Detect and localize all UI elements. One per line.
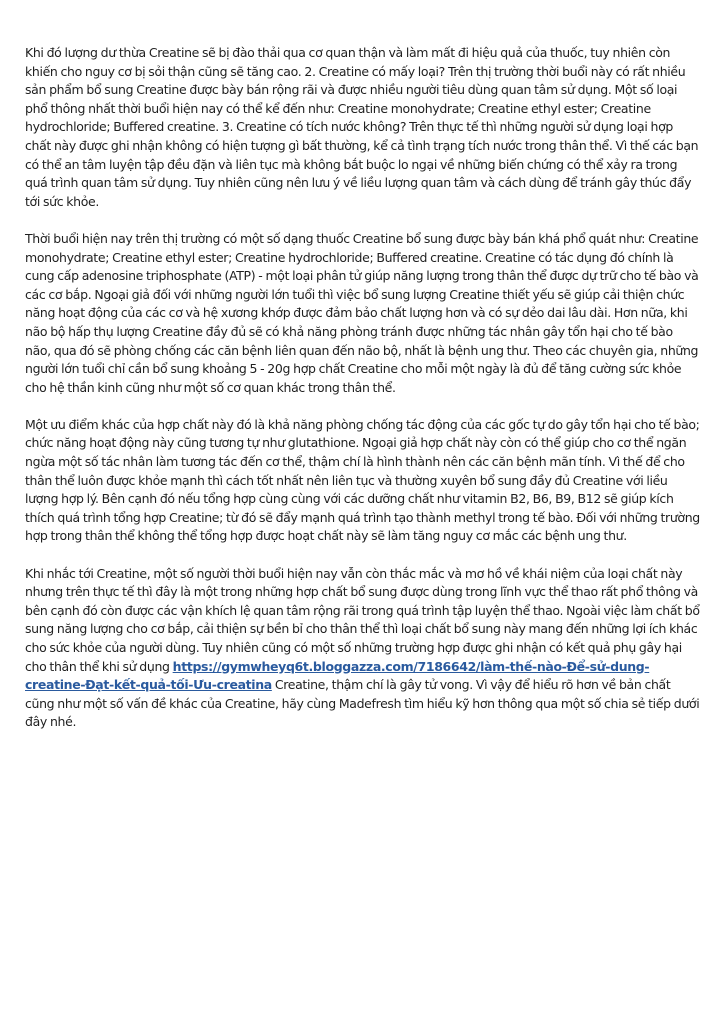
paragraph-creatine-benefits: Thời buổi hiện nay trên thị trường có một số dạng thuốc Creatine bổ sung được bày bán khá phổ quát như: Creatine monohydrate; Creatine ethyl ester; Creatine hydrochloride; Buffered creatine. Creatine có tác dụng đó chính là cung cấp adenosine triphosphate (ATP) - một loại phân tử giúp năng lượng trong thân thể được dự trữ cho tế bào và các cơ bắp. Ngoại giả đối với những người lớn tuổi thì việc bổ sung lượng Creatine thiết yếu sẽ giúp cải thiện chức năng hoạt động của các cơ và hệ xương khớp được đảm bảo chất lượng hơn và có sự dẻo dai lâu dài. Hơn nữa, khi não bộ hấp thụ lượng Creatine đầy đủ sẽ có khả năng phòng tránh được những tác nhân gây tổn hại cho tế bào não, qua đó sẽ phòng chống các căn bệnh liên quan đến não bộ, nhất là bệnh ung thư. Theo các chuyên gia, những người lớn tuổi chỉ cần bổ sung khoảng 5 - 20g hợp chất Creatine cho mỗi một ngày là đủ để tăng cường sức khỏe cho hệ thần kinh cũng như một số cơ quan khác trong thân thể. [25, 230, 699, 395]
article-body [25, 44, 701, 751]
paragraph-antioxidant: Một ưu điểm khác của hợp chất này đó là khả năng phòng chống tác động của các gốc tự do gây tổn hại cho tế bào; chức năng hoạt động này cũng tương tự như glutathione. Ngoại giả hợp chất này còn có thể giúp cho cơ thể ngăn ngừa một số tác nhân làm tương tác đến cơ thể, thậm chí là hình thành nên các căn bệnh mãn tính. Vì thế để cho thân thể luôn được khỏe mạnh thì cách tốt nhất nên liên tục và thường xuyên bổ sung đầy đủ Creatine với liều lượng hợp lý. Bên cạnh đó nếu tổng hợp cùng cùng với các dưỡng chất như vitamin B2, B6, B9, B12 sẽ giúp kích thích quá trình tổng hợp Creatine; từ đó sẽ đẩy mạnh quá trình tạo thành methyl trong tế bào. Đối với những trường hợp trong thân thể không thể tổng hợp được hoạt chất này sẽ làm tăng nguy cơ mắc các bệnh ung thư. [25, 416, 700, 544]
paragraph-text-before-link: Khi nhắc tới Creatine, một số người thời buổi hiện nay vẫn còn thắc mắc và mơ hồ về khái niệm của loại chất này nhưng trên thực tế thì đây là một trong những hợp chất bổ sung được dùng trong lĩnh vực thể thao rất phổ thông và bên cạnh đó còn được các vận khích lệ quan tâm rộng rãi trong quá trình tập luyện thể thao. Ngoài việc làm chất bổ sung năng lượng cho cơ bắp, cải thiện sự bền bỉ cho thân thể thì loại chất bổ sung này mang đến những lợi ích khác cho sức khỏe của người dùng. Tuy nhiên cũng có một số những trường hợp được ghi nhận có kết quả phụ gây hại cho thân thể khi sử dụng [25, 565, 700, 674]
paragraph-text-after-link: Creatine, thậm chí là gây tử vong. Vì vậy để hiểu rõ hơn về bản chất cũng như một số vấn đề khác của Creatine, hãy cùng Madefresh tìm hiểu kỹ hơn thông qua một số chia sẻ tiếp dưới đây nhé. [25, 677, 700, 730]
paragraph-introduction [25, 565, 701, 732]
paragraph-creatine-types: Khi đó lượng dư thừa Creatine sẽ bị đào thải qua cơ quan thận và làm mất đi hiệu quả của thuốc, tuy nhiên còn khiến cho nguy cơ bị sỏi thận cũng sẽ tăng cao. 2. Creatine có mấy loại? Trên thị trường thời buổi này có rất nhiều sản phẩm bổ sung Creatine được bày bán rộng rãi và được nhiều người tiêu dùng quan tâm sử dụng. Một số loại phổ thông nhất thời buổi hiện nay có thể kể đến như: Creatine monohydrate; Creatine ethyl ester; Creatine hydrochloride; Buffered creatine. 3. Creatine có tích nước không? Trên thực tế thì những người sử dụng loại hợp chất này được ghi nhận không có hiện tượng gì bất thường, kể cả tình trạng tích nước trong thân thể. Vì thế các bạn có thể an tâm luyện tập đều đặn và liên tục mà không bắt buộc lo ngại về những biến chứng có thể xảy ra trong quá trình quan tâm sử dụng. Tuy nhiên cũng nên lưu ý về liều lượng quan tâm và cách dùng để tránh gây thúc đẩy tới sức khỏe. [25, 45, 699, 209]
article-link[interactable]: https://gymwheyq6t.bloggazza.com/7186642/làm-thế-nào-Để-sử-dung-creatine-Đạt-kết-quả-tối-Ưu-creatina [25, 658, 650, 693]
